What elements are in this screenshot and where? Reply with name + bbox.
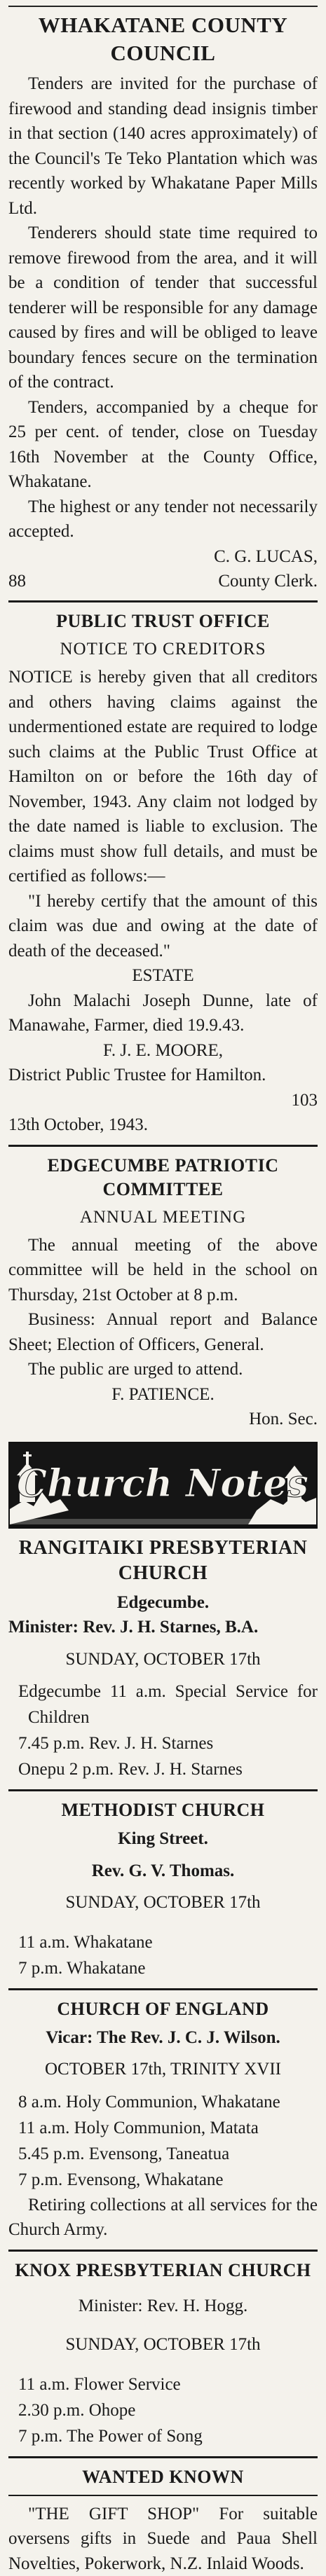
divider [8,2456,318,2458]
knox-notice [8,2259,318,2449]
divider [8,2250,318,2252]
divider [8,1988,318,1990]
divider [8,1789,318,1791]
england-service: 7 p.m. Evensong, Whakatane [8,2167,318,2193]
methodist-title: METHODIST CHURCH [8,1798,318,1822]
england-service: 8 a.m. Holy Communion, Whakatane [8,2089,318,2115]
presbyterian-service: Edgecumbe 11 a.m. Special Service for Children [8,1679,318,1730]
council-notice [8,11,318,593]
methodist-location: King Street. [8,1826,318,1852]
england-title: CHURCH OF ENGLAND [8,1997,318,2021]
divider [8,2495,318,2496]
trust-para-1: NOTICE is hereby given that all creditors and others having claims against the undermentioned estate are required to lodge such claims at the Public Trust Office at Hamilton on or before the 16th day of November, 1943. Any claim not lodged by the date named is liable to exclusion. The claims must show full details, and must be certified as follows:— [8,665,318,889]
methodist-service: 11 a.m. Whakatane [8,1929,318,1955]
england-notice [8,1997,318,2243]
patriotic-role: Hon. Sec. [8,1407,318,1432]
methodist-service: 7 p.m. Whakatane [8,1955,318,1981]
presbyterian-service: 7.45 p.m. Rev. J. H. Starnes [8,1730,318,1756]
council-para-2: Tenderers should state time required to remove firewood from the area, and it will be a condition of tender that successful tenderer will be responsible for any damage caused by fires and will be obliged to leave boundary fences secure on the termination of the contract. [8,221,318,395]
knox-service: 11 a.m. Flower Service [8,2371,318,2397]
england-date: OCTOBER 17th, TRINITY XVII [8,2057,318,2082]
trust-quote: "I hereby certify that the amount of this claim was due and owing at the date of death of the deceased." [8,889,318,964]
england-service: 11 a.m. Holy Communion, Matata [8,2115,318,2141]
council-role: County Clerk. [218,569,318,593]
patriotic-title: EDGECUMBE PATRIOTIC COMMITTEE [8,1154,318,1201]
knox-date: SUNDAY, OCTOBER 17th [8,2332,318,2357]
england-vicar: Vicar: The Rev. J. C. J. Wilson. [8,2025,318,2051]
council-para-1: Tenders are invited for the purchase of firewood and standing dead insignis timber in that section (140 acres approximately) of the Council's Te Teko Plantation which was recently worked by Whakatane Paper Mills Ltd. [8,71,318,221]
methodist-minister: Rev. G. V. Thomas. [8,1859,318,1884]
divider [8,600,318,602]
church-notes-banner-text: Church Notes [17,1461,308,1506]
divider [8,1145,318,1147]
presbyterian-title: RANGITAIKI PRESBYTERIAN CHURCH [8,1536,318,1586]
england-note: Retiring collections at all services for the Church Army. [8,2193,318,2243]
presbyterian-notice [8,1536,318,1783]
knox-service: 7 p.m. The Power of Song [8,2423,318,2449]
methodist-notice [8,1798,318,1981]
knox-minister: Minister: Rev. H. Hogg. [8,2294,318,2319]
presbyterian-location: Edgecumbe. [8,1590,318,1616]
patriotic-signer: F. PATIENCE. [8,1382,318,1407]
council-signature-row [8,569,318,593]
patriotic-para-1: The annual meeting of the above committee will be held in the school on Thursday, 21st October at 8 p.m. [8,1233,318,1308]
trust-ref: 103 [8,1088,318,1113]
presbyterian-date: SUNDAY, OCTOBER 17th [8,1647,318,1672]
church-notes-banner [8,1442,318,1529]
england-service: 5.45 p.m. Evensong, Taneatua [8,2141,318,2167]
trust-subtitle: NOTICE TO CREDITORS [8,638,318,661]
council-ref: 88 [8,569,26,593]
trust-date: 13th October, 1943. [8,1113,318,1138]
patriotic-para-2: Business: Annual report and Balance Sheet; Election of Officers, General. [8,1307,318,1357]
knox-title: KNOX PRESBYTERIAN CHURCH [8,2259,318,2282]
council-para-3: Tenders, accompanied by a cheque for 25 per cent. of tender, close on Tuesday 16th November at the County Office, Whakatane. [8,395,318,495]
presbyterian-minister: Minister: Rev. J. H. Starnes, B.A. [8,1615,318,1640]
trust-estate: John Malachi Joseph Dunne, late of Manawahe, Farmer, died 19.9.43. [8,989,318,1038]
patriotic-notice [8,1154,318,1432]
methodist-date: SUNDAY, OCTOBER 17th [8,1890,318,1915]
council-title: WHAKATANE COUNTY COUNCIL [8,11,318,67]
trust-title: PUBLIC TRUST OFFICE [8,609,318,633]
trust-trustee: District Public Trustee for Hamilton. [8,1063,318,1088]
wanted-title: WANTED KNOWN [8,2465,318,2489]
wanted-para-1: "THE GIFT SHOP" For suitable oversens gifts in Suede and Paua Shell Novelties, Pokerwork, N.Z. Inlaid Woods. [8,2502,318,2576]
knox-service: 2.30 p.m. Ohope [8,2397,318,2423]
council-para-4: The highest or any tender not necessarily accepted. [8,495,318,544]
council-signer: C. G. LUCAS, [8,544,318,570]
wanted-notice [8,2465,318,2576]
patriotic-subtitle: ANNUAL MEETING [8,1206,318,1229]
trust-notice [8,609,318,1138]
trust-signer: F. J. E. MOORE, [8,1038,318,1063]
church-notes-banner-art [10,1443,316,1524]
top-cut-edge [8,0,318,7]
trust-estate-label: ESTATE [8,963,318,989]
patriotic-para-3: The public are urged to attend. [8,1357,318,1382]
presbyterian-service: Onepu 2 p.m. Rev. J. H. Starnes [8,1756,318,1782]
